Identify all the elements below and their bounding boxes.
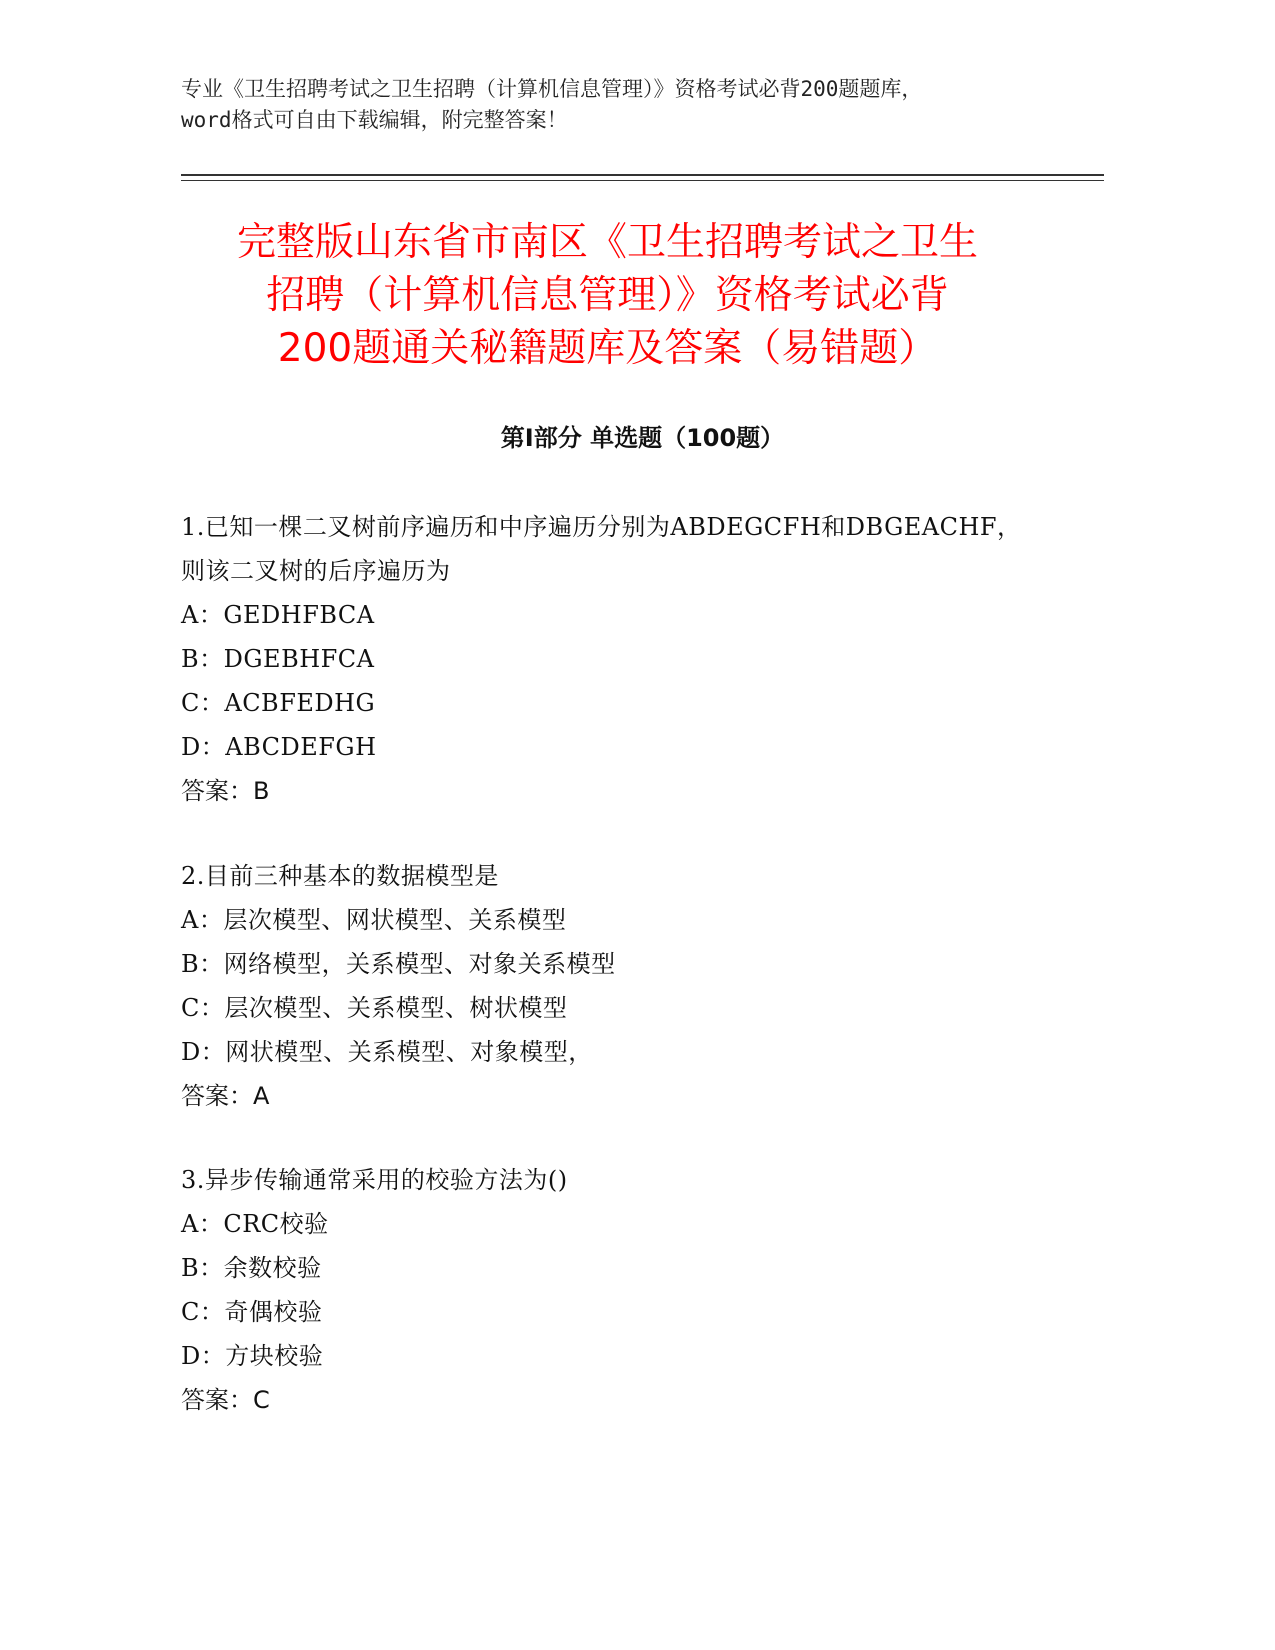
question-stem-continued: 则该二叉树的后序遍历为	[181, 557, 451, 585]
answer-line: 答案：A	[181, 1082, 270, 1110]
question-stem: 1.已知一棵二叉树前序遍历和中序遍历分别为ABDEGCFH和DBGEACHF，	[181, 513, 1022, 541]
option-b: B：余数校验	[181, 1254, 322, 1282]
question-stem: 3.异步传输通常采用的校验方法为()	[181, 1166, 568, 1194]
option-d: D：方块校验	[181, 1342, 324, 1370]
option-a: A：CRC校验	[181, 1210, 329, 1238]
section-heading: 第Ⅰ部分 单选题（100题）	[500, 424, 785, 452]
option-c: C：ACBFEDHG	[181, 689, 376, 717]
option-a: A：层次模型、网状模型、关系模型	[181, 906, 567, 934]
header-note-line-2: word格式可自由下载编辑，附完整答案！	[181, 108, 568, 132]
option-d: D：网状模型、关系模型、对象模型，	[181, 1038, 593, 1066]
header-divider-thick	[181, 174, 1104, 176]
document-title-line-1: 完整版山东省市南区《卫生招聘考试之卫生	[236, 220, 978, 265]
header-note-line-1: 专业《卫生招聘考试之卫生招聘（计算机信息管理）》资格考试必背200题题库，	[181, 77, 923, 101]
question-1	[181, 505, 1104, 813]
header-note	[181, 74, 1101, 136]
option-c: C：奇偶校验	[181, 1298, 323, 1326]
option-d: D：ABCDEFGH	[181, 733, 377, 761]
answer-line: 答案：B	[181, 777, 270, 805]
option-b: B：网络模型，关系模型、对象关系模型	[181, 950, 616, 978]
question-2	[181, 854, 1104, 1118]
header-divider-thin	[181, 180, 1104, 181]
document-title	[150, 216, 1065, 375]
option-c: C：层次模型、关系模型、树状模型	[181, 994, 568, 1022]
question-3	[181, 1158, 1104, 1422]
document-title-line-3: 200题通关秘籍题库及答案（易错题）	[277, 326, 938, 371]
option-b: B：DGEBHFCA	[181, 645, 375, 673]
document-title-line-2: 招聘（计算机信息管理）》资格考试必背	[266, 273, 949, 318]
question-stem: 2.目前三种基本的数据模型是	[181, 862, 499, 890]
option-a: A：GEDHFBCA	[181, 601, 375, 629]
answer-line: 答案：C	[181, 1386, 270, 1414]
